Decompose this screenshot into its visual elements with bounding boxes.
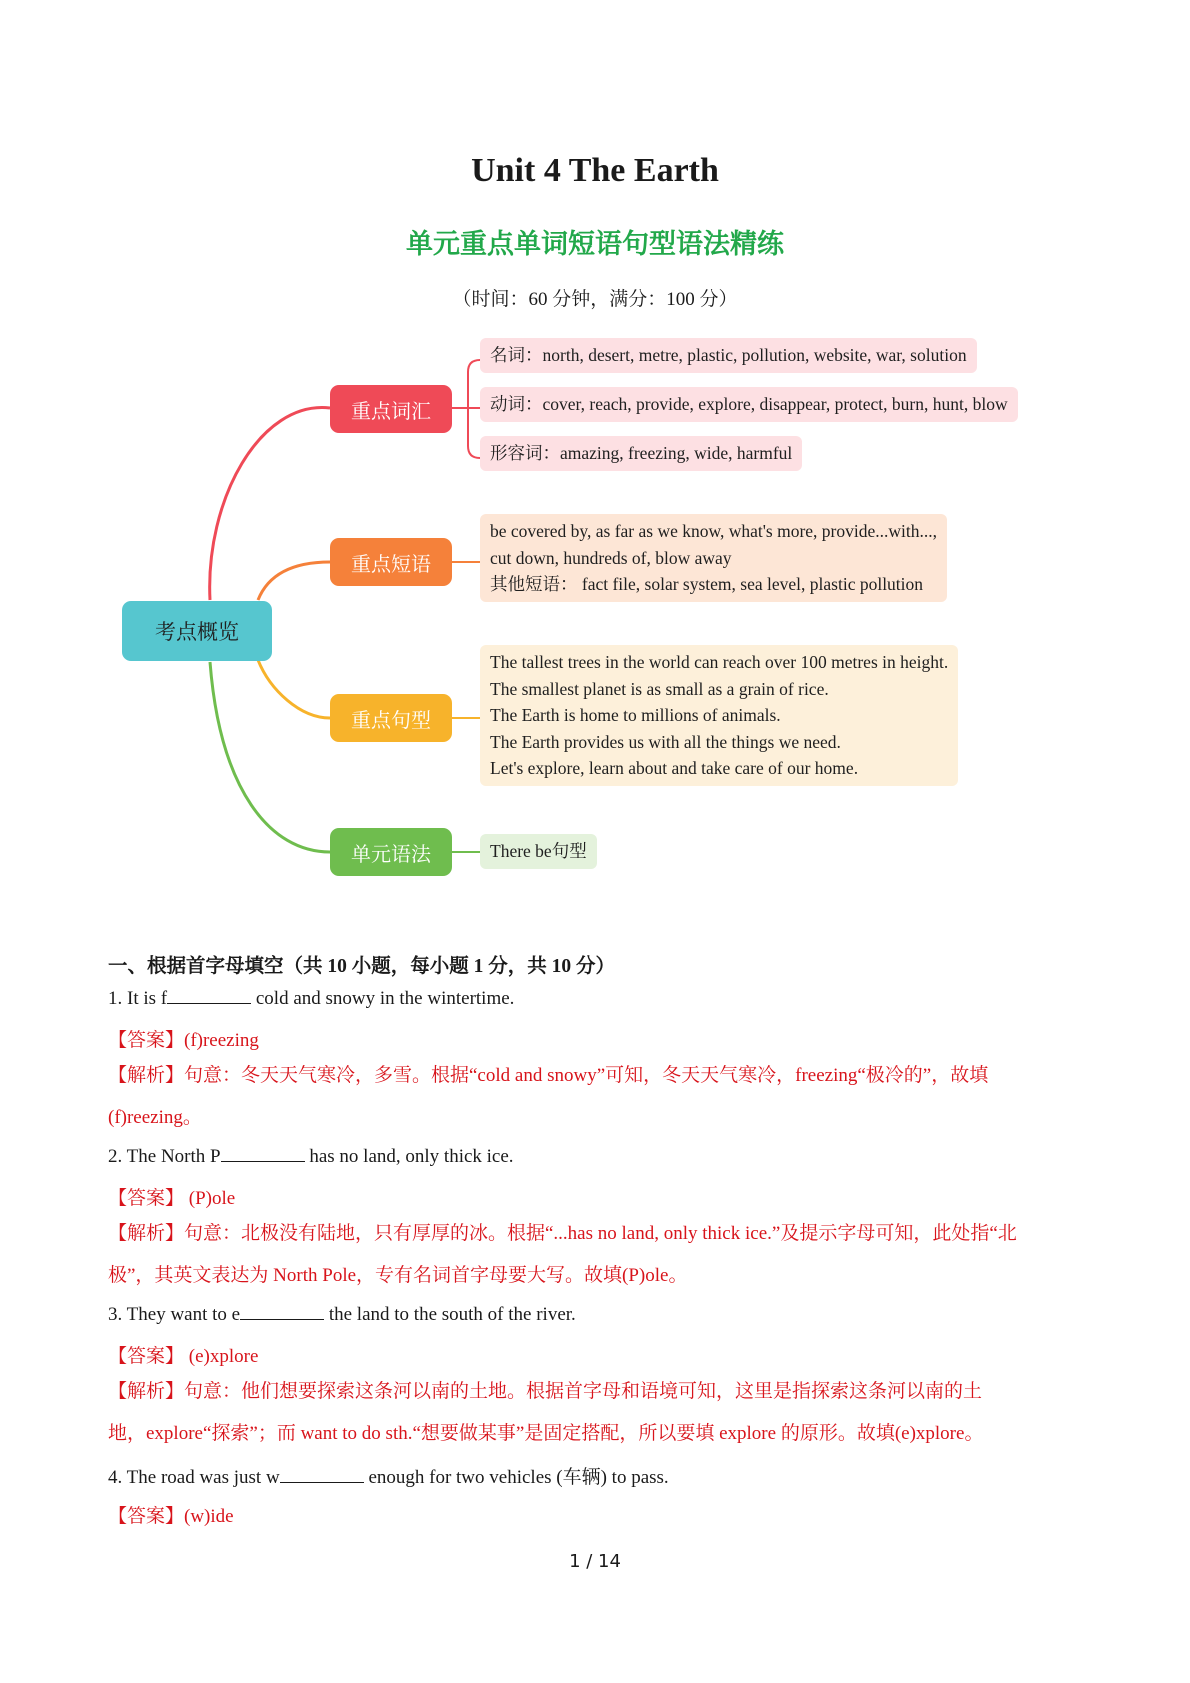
analysis-3 (108, 1371, 1088, 1455)
branch-vocab: 重点词汇 (330, 385, 452, 433)
answer-4: 【答案】(w)ide (108, 1506, 234, 1527)
phrases-box (480, 514, 947, 602)
analysis-line: 【解析】句意：冬天天气寒冷，多雪。根据“cold and snowy”可知，冬天天气寒冷，freezing“极冷的”，故填 (108, 1065, 989, 1086)
question-text: 4. The road was just w (108, 1467, 280, 1488)
analysis-line: 极”，其英文表达为 North Pole，专有名词首字母要大写。故填(P)ole。 (108, 1265, 688, 1286)
answer-blank (240, 1305, 324, 1320)
question-text: 2. The North P (108, 1146, 221, 1167)
adjs-label: 形容词： (490, 443, 560, 463)
question-text: cold and snowy in the wintertime. (251, 988, 515, 1009)
analysis-line: 地，explore“探索”；而 want to do sth.“想要做某事”是固定搭配，所以要填 explore 的原形。故填(e)xplore。 (108, 1423, 984, 1444)
adjs-text: amazing, freezing, wide, harmful (560, 443, 793, 463)
sentence-line: The tallest trees in the world can reach over 100 metres in height. (490, 652, 949, 672)
verbs-text: cover, reach, provide, explore, disappear, protect, burn, hunt, blow (542, 394, 1008, 414)
sentence-line: The smallest planet is as small as a grain of rice. (490, 678, 829, 699)
answer-blank (280, 1468, 364, 1483)
question-text: 3. They want to e (108, 1304, 241, 1325)
nouns-label: 名词： (490, 345, 543, 365)
sentences-box (480, 645, 958, 786)
vocab-adjectives (480, 436, 802, 471)
question-3 (108, 1304, 576, 1326)
question-text: has no land, only thick ice. (304, 1146, 514, 1167)
analysis-line: 【解析】句意：他们想要探索这条河以南的土地。根据首字母和语境可知，这里是指探索这条河以南的土 (108, 1381, 983, 1402)
analysis-1 (108, 1055, 1088, 1139)
sentence-line: Let's explore, learn about and take care of our home. (490, 758, 859, 778)
answer-3: 【答案】 (e)xplore (108, 1346, 259, 1367)
phrase-line: cut down, hundreds of, blow away (490, 547, 732, 568)
analysis-2 (108, 1213, 1088, 1297)
answer-blank (167, 989, 251, 1004)
analysis-line: 【解析】句意：北极没有陆地，只有厚厚的冰。根据“...has no land, only thick ice.”及提示字母可知，此处指“北 (108, 1223, 1017, 1244)
question-text: 1. It is f (108, 988, 168, 1009)
time-and-score: （时间：60 分钟，满分：100 分） (452, 289, 738, 310)
document-title: Unit 4 The Earth (471, 152, 719, 189)
answer-blank (221, 1147, 305, 1162)
answer-1: 【答案】(f)reezing (108, 1030, 259, 1051)
section-heading: 一、根据首字母填空（共 10 小题，每小题 1 分，共 10 分） (108, 956, 616, 977)
question-text: the land to the south of the river. (324, 1304, 576, 1325)
question-1 (108, 988, 514, 1010)
answer-2: 【答案】 (P)ole (108, 1188, 236, 1209)
sentence-line: The Earth provides us with all the things we need. (490, 731, 841, 752)
nouns-text: north, desert, metre, plastic, pollution, website, war, solution (542, 345, 967, 365)
grammar-item: There be句型 (480, 834, 597, 869)
branch-sentences: 重点句型 (330, 694, 452, 742)
phrase-line: 其他短语： fact file, solar system, sea level, plastic pollution (490, 574, 924, 594)
phrase-line: be covered by, as far as we know, what's more, provide...with..., (490, 521, 938, 541)
page-number: 1 / 14 (569, 1551, 621, 1572)
branch-phrases: 重点短语 (330, 538, 452, 586)
document-subtitle: 单元重点单词短语句型语法精练 (406, 229, 784, 259)
question-4 (108, 1462, 669, 1489)
sentence-line: The Earth is home to millions of animals. (490, 705, 781, 725)
mindmap-root: 考点概览 (122, 601, 272, 661)
analysis-line: (f)reezing。 (108, 1107, 202, 1128)
branch-grammar: 单元语法 (330, 828, 452, 876)
verbs-label: 动词： (490, 394, 543, 414)
vocab-nouns (480, 338, 977, 373)
question-2 (108, 1146, 514, 1168)
vocab-verbs (480, 387, 1018, 422)
question-text: enough for two vehicles (车辆) to pass. (363, 1467, 669, 1488)
